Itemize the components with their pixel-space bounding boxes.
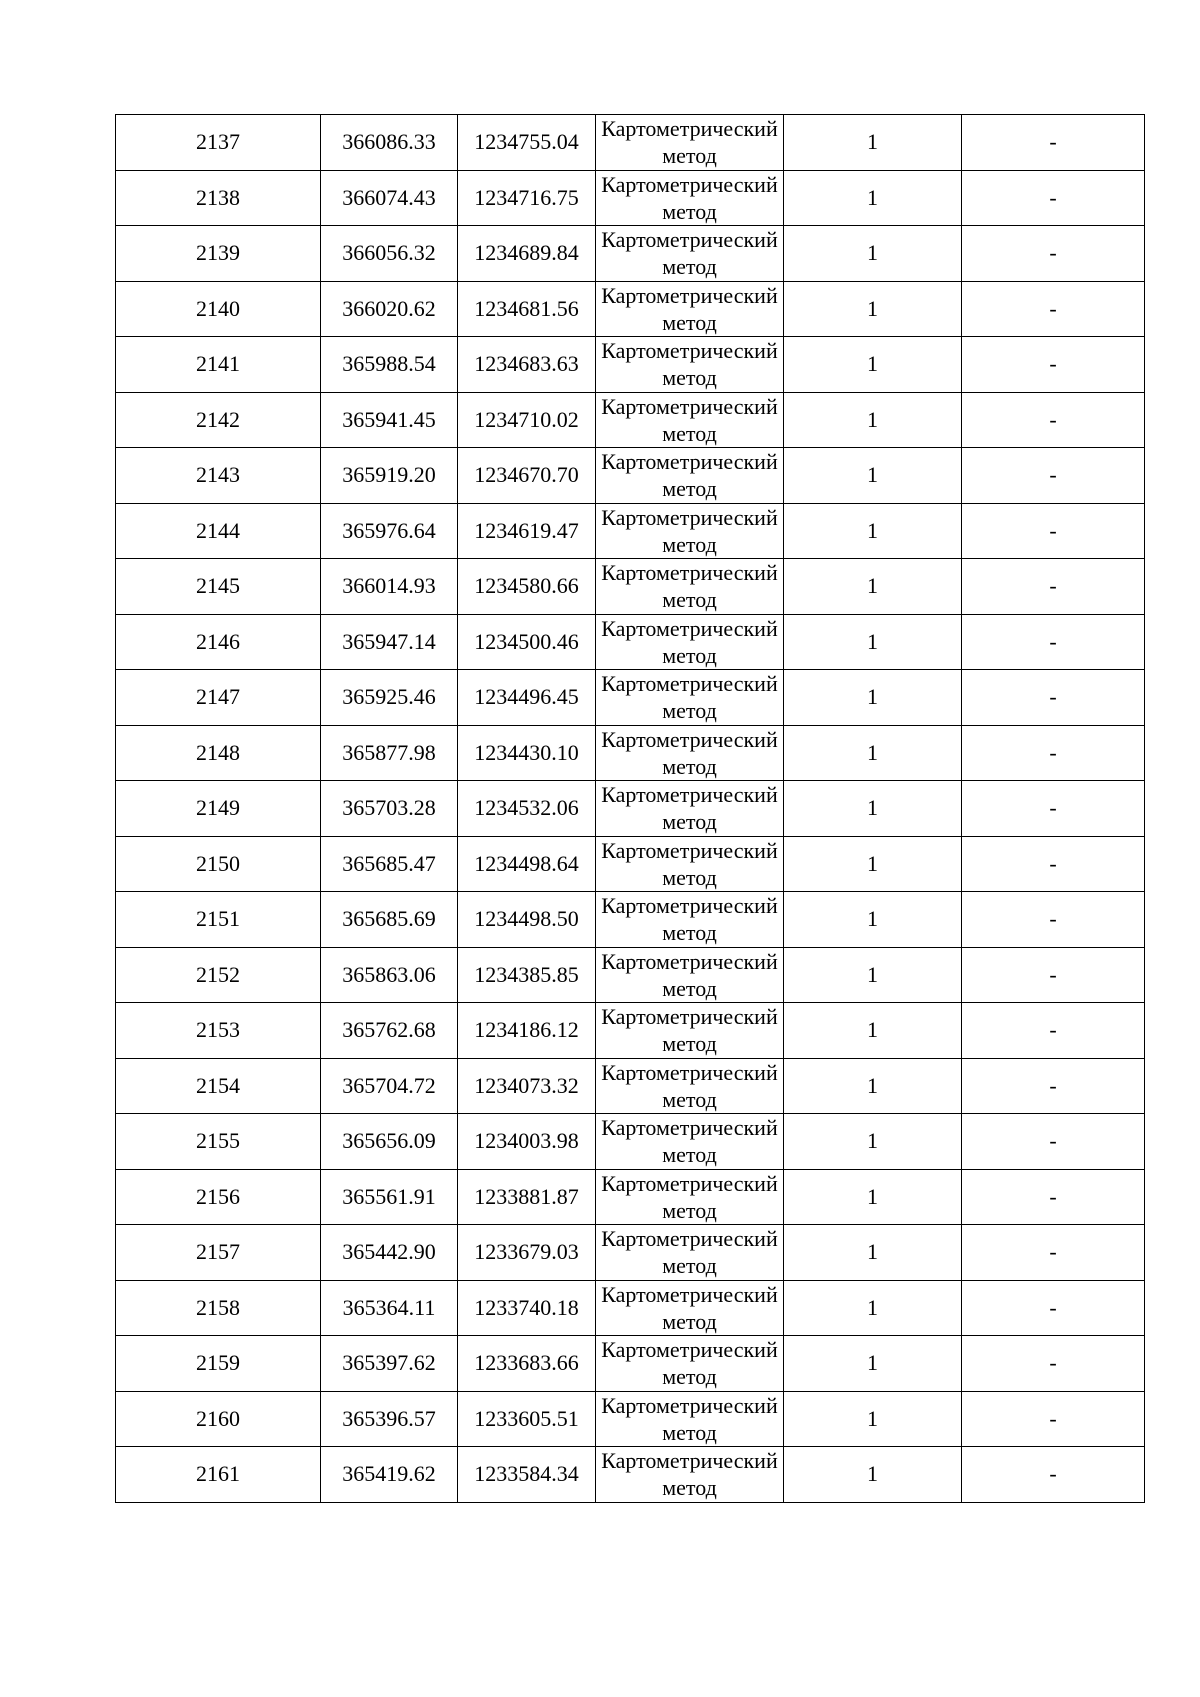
x-coordinate-cell: 365947.14 — [321, 614, 458, 670]
point-number-cell: 2158 — [116, 1280, 321, 1336]
note-cell: - — [962, 947, 1145, 1003]
point-number-cell: 2141 — [116, 337, 321, 393]
point-number-cell: 2154 — [116, 1058, 321, 1114]
point-number-cell: 2156 — [116, 1169, 321, 1225]
point-number-cell: 2147 — [116, 670, 321, 726]
method-cell: Картометрический метод — [596, 1280, 784, 1336]
accuracy-cell: 1 — [784, 559, 962, 615]
note-cell: - — [962, 281, 1145, 337]
method-cell: Картометрический метод — [596, 892, 784, 948]
table-row — [116, 781, 1145, 837]
y-coordinate-cell: 1234580.66 — [458, 559, 596, 615]
y-coordinate-cell: 1233881.87 — [458, 1169, 596, 1225]
method-cell: Картометрический метод — [596, 226, 784, 282]
accuracy-cell: 1 — [784, 1114, 962, 1170]
y-coordinate-cell: 1233740.18 — [458, 1280, 596, 1336]
table-row — [116, 337, 1145, 393]
x-coordinate-cell: 366014.93 — [321, 559, 458, 615]
note-cell: - — [962, 392, 1145, 448]
note-cell: - — [962, 670, 1145, 726]
table-row — [116, 1280, 1145, 1336]
note-cell: - — [962, 614, 1145, 670]
note-cell: - — [962, 503, 1145, 559]
method-cell: Картометрический метод — [596, 836, 784, 892]
accuracy-cell: 1 — [784, 115, 962, 171]
x-coordinate-cell: 365703.28 — [321, 781, 458, 837]
accuracy-cell: 1 — [784, 1336, 962, 1392]
note-cell: - — [962, 1114, 1145, 1170]
table-row — [116, 1169, 1145, 1225]
method-cell: Картометрический метод — [596, 115, 784, 171]
note-cell: - — [962, 1336, 1145, 1392]
accuracy-cell: 1 — [784, 1280, 962, 1336]
method-cell: Картометрический метод — [596, 1114, 784, 1170]
table-row — [116, 614, 1145, 670]
accuracy-cell: 1 — [784, 670, 962, 726]
point-number-cell: 2139 — [116, 226, 321, 282]
point-number-cell: 2157 — [116, 1225, 321, 1281]
y-coordinate-cell: 1233605.51 — [458, 1391, 596, 1447]
note-cell: - — [962, 115, 1145, 171]
method-cell: Картометрический метод — [596, 448, 784, 504]
x-coordinate-cell: 365442.90 — [321, 1225, 458, 1281]
note-cell: - — [962, 892, 1145, 948]
note-cell: - — [962, 1003, 1145, 1059]
accuracy-cell: 1 — [784, 392, 962, 448]
method-cell: Картометрический метод — [596, 781, 784, 837]
method-cell: Картометрический метод — [596, 614, 784, 670]
x-coordinate-cell: 365397.62 — [321, 1336, 458, 1392]
accuracy-cell: 1 — [784, 281, 962, 337]
accuracy-cell: 1 — [784, 170, 962, 226]
point-number-cell: 2138 — [116, 170, 321, 226]
accuracy-cell: 1 — [784, 836, 962, 892]
table-row — [116, 892, 1145, 948]
note-cell: - — [962, 559, 1145, 615]
y-coordinate-cell: 1234186.12 — [458, 1003, 596, 1059]
y-coordinate-cell: 1234670.70 — [458, 448, 596, 504]
y-coordinate-cell: 1234385.85 — [458, 947, 596, 1003]
table-row — [116, 448, 1145, 504]
note-cell: - — [962, 725, 1145, 781]
note-cell: - — [962, 1169, 1145, 1225]
method-cell: Картометрический метод — [596, 670, 784, 726]
accuracy-cell: 1 — [784, 1169, 962, 1225]
point-number-cell: 2142 — [116, 392, 321, 448]
accuracy-cell: 1 — [784, 1058, 962, 1114]
y-coordinate-cell: 1234003.98 — [458, 1114, 596, 1170]
x-coordinate-cell: 365863.06 — [321, 947, 458, 1003]
note-cell: - — [962, 337, 1145, 393]
y-coordinate-cell: 1234500.46 — [458, 614, 596, 670]
table-row — [116, 836, 1145, 892]
y-coordinate-cell: 1234710.02 — [458, 392, 596, 448]
x-coordinate-cell: 365988.54 — [321, 337, 458, 393]
method-cell: Картометрический метод — [596, 947, 784, 1003]
accuracy-cell: 1 — [784, 892, 962, 948]
note-cell: - — [962, 1058, 1145, 1114]
method-cell: Картометрический метод — [596, 1058, 784, 1114]
note-cell: - — [962, 836, 1145, 892]
note-cell: - — [962, 226, 1145, 282]
point-number-cell: 2146 — [116, 614, 321, 670]
y-coordinate-cell: 1234619.47 — [458, 503, 596, 559]
accuracy-cell: 1 — [784, 337, 962, 393]
point-number-cell: 2145 — [116, 559, 321, 615]
method-cell: Картометрический метод — [596, 503, 784, 559]
table-row — [116, 226, 1145, 282]
table-row — [116, 725, 1145, 781]
accuracy-cell: 1 — [784, 1225, 962, 1281]
accuracy-cell: 1 — [784, 448, 962, 504]
note-cell: - — [962, 781, 1145, 837]
method-cell: Картометрический метод — [596, 1225, 784, 1281]
point-number-cell: 2150 — [116, 836, 321, 892]
table-row — [116, 670, 1145, 726]
x-coordinate-cell: 365364.11 — [321, 1280, 458, 1336]
table-row — [116, 115, 1145, 171]
point-number-cell: 2153 — [116, 1003, 321, 1059]
x-coordinate-cell: 366056.32 — [321, 226, 458, 282]
accuracy-cell: 1 — [784, 1003, 962, 1059]
note-cell: - — [962, 1447, 1145, 1503]
point-number-cell: 2148 — [116, 725, 321, 781]
x-coordinate-cell: 365925.46 — [321, 670, 458, 726]
method-cell: Картометрический метод — [596, 170, 784, 226]
point-number-cell: 2159 — [116, 1336, 321, 1392]
method-cell: Картометрический метод — [596, 392, 784, 448]
y-coordinate-cell: 1234755.04 — [458, 115, 596, 171]
y-coordinate-cell: 1233584.34 — [458, 1447, 596, 1503]
accuracy-cell: 1 — [784, 503, 962, 559]
y-coordinate-cell: 1234073.32 — [458, 1058, 596, 1114]
table-row — [116, 1114, 1145, 1170]
x-coordinate-cell: 366086.33 — [321, 115, 458, 171]
table-row — [116, 559, 1145, 615]
note-cell: - — [962, 1280, 1145, 1336]
point-number-cell: 2137 — [116, 115, 321, 171]
accuracy-cell: 1 — [784, 781, 962, 837]
table-row — [116, 1225, 1145, 1281]
x-coordinate-cell: 365685.69 — [321, 892, 458, 948]
coordinates-table — [115, 114, 1145, 1503]
table-body — [116, 115, 1145, 1503]
note-cell: - — [962, 1225, 1145, 1281]
table-row — [116, 1003, 1145, 1059]
x-coordinate-cell: 365941.45 — [321, 392, 458, 448]
y-coordinate-cell: 1234681.56 — [458, 281, 596, 337]
y-coordinate-cell: 1234498.50 — [458, 892, 596, 948]
accuracy-cell: 1 — [784, 1391, 962, 1447]
x-coordinate-cell: 366020.62 — [321, 281, 458, 337]
accuracy-cell: 1 — [784, 614, 962, 670]
method-cell: Картометрический метод — [596, 1391, 784, 1447]
x-coordinate-cell: 365704.72 — [321, 1058, 458, 1114]
method-cell: Картометрический метод — [596, 1447, 784, 1503]
table-row — [116, 1447, 1145, 1503]
y-coordinate-cell: 1234430.10 — [458, 725, 596, 781]
y-coordinate-cell: 1234532.06 — [458, 781, 596, 837]
point-number-cell: 2151 — [116, 892, 321, 948]
point-number-cell: 2160 — [116, 1391, 321, 1447]
method-cell: Картометрический метод — [596, 559, 784, 615]
x-coordinate-cell: 365561.91 — [321, 1169, 458, 1225]
point-number-cell: 2149 — [116, 781, 321, 837]
table-row — [116, 170, 1145, 226]
method-cell: Картометрический метод — [596, 1003, 784, 1059]
y-coordinate-cell: 1234683.63 — [458, 337, 596, 393]
y-coordinate-cell: 1234716.75 — [458, 170, 596, 226]
x-coordinate-cell: 365419.62 — [321, 1447, 458, 1503]
point-number-cell: 2140 — [116, 281, 321, 337]
accuracy-cell: 1 — [784, 725, 962, 781]
point-number-cell: 2152 — [116, 947, 321, 1003]
note-cell: - — [962, 448, 1145, 504]
x-coordinate-cell: 365919.20 — [321, 448, 458, 504]
x-coordinate-cell: 365762.68 — [321, 1003, 458, 1059]
accuracy-cell: 1 — [784, 226, 962, 282]
point-number-cell: 2144 — [116, 503, 321, 559]
point-number-cell: 2155 — [116, 1114, 321, 1170]
point-number-cell: 2143 — [116, 448, 321, 504]
y-coordinate-cell: 1234496.45 — [458, 670, 596, 726]
table-row — [116, 281, 1145, 337]
y-coordinate-cell: 1233683.66 — [458, 1336, 596, 1392]
point-number-cell: 2161 — [116, 1447, 321, 1503]
x-coordinate-cell: 365656.09 — [321, 1114, 458, 1170]
note-cell: - — [962, 1391, 1145, 1447]
x-coordinate-cell: 366074.43 — [321, 170, 458, 226]
y-coordinate-cell: 1233679.03 — [458, 1225, 596, 1281]
y-coordinate-cell: 1234689.84 — [458, 226, 596, 282]
table-row — [116, 1336, 1145, 1392]
accuracy-cell: 1 — [784, 947, 962, 1003]
table-row — [116, 1058, 1145, 1114]
method-cell: Картометрический метод — [596, 1169, 784, 1225]
table-row — [116, 1391, 1145, 1447]
method-cell: Картометрический метод — [596, 337, 784, 393]
table-row — [116, 503, 1145, 559]
method-cell: Картометрический метод — [596, 1336, 784, 1392]
x-coordinate-cell: 365396.57 — [321, 1391, 458, 1447]
method-cell: Картометрический метод — [596, 725, 784, 781]
x-coordinate-cell: 365877.98 — [321, 725, 458, 781]
y-coordinate-cell: 1234498.64 — [458, 836, 596, 892]
note-cell: - — [962, 170, 1145, 226]
accuracy-cell: 1 — [784, 1447, 962, 1503]
x-coordinate-cell: 365976.64 — [321, 503, 458, 559]
method-cell: Картометрический метод — [596, 281, 784, 337]
x-coordinate-cell: 365685.47 — [321, 836, 458, 892]
table-row — [116, 392, 1145, 448]
table-row — [116, 947, 1145, 1003]
